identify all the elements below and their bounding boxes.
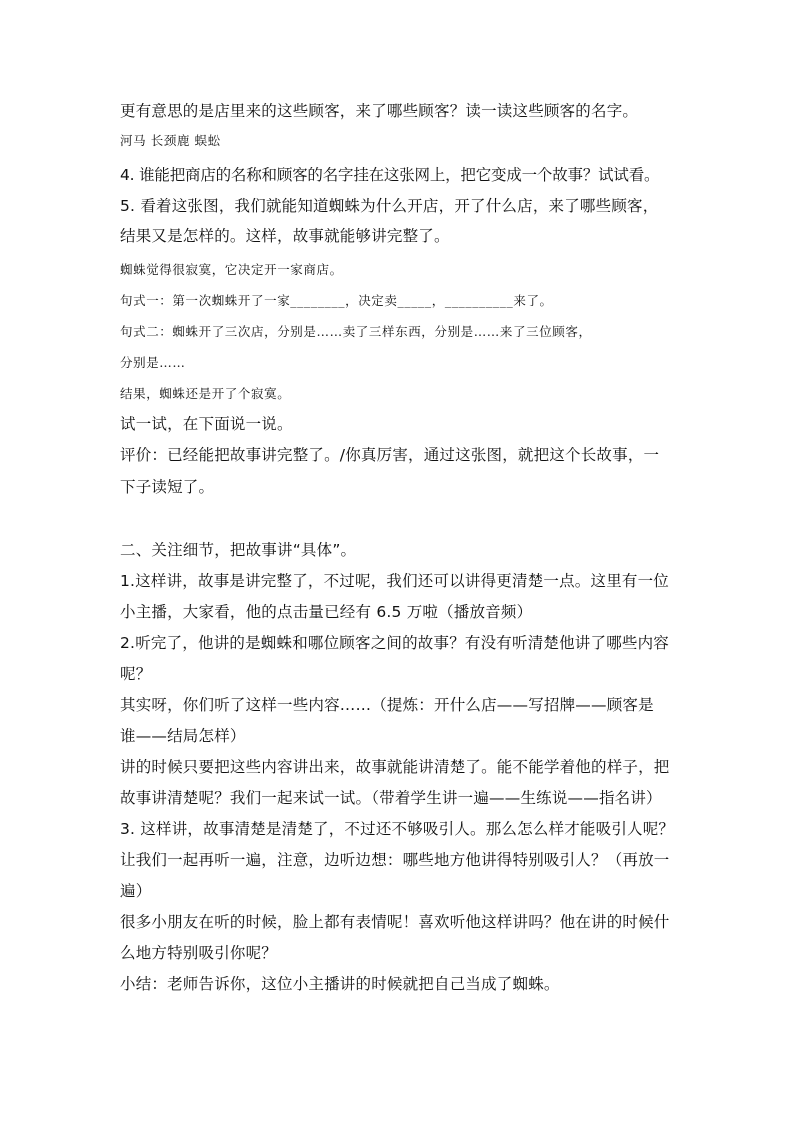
text-line: 其实呀，你们听了这样一些内容……（提炼：开什么店——写招牌——顾客是 [120, 696, 654, 714]
text-line: 么地方特别吸引你呢？ [120, 944, 278, 962]
text-line: 很多小朋友在听的时候，脸上都有表情呢！喜欢听他这样讲吗？他在讲的时候什 [120, 913, 670, 931]
text-line: 句式一：第一次蜘蛛开了一家________，决定卖_____，__________来了。 [120, 293, 553, 308]
text-line: 试一试，在下面说一说。 [120, 415, 293, 433]
text-line: 呢？ [120, 665, 152, 683]
text-line: 5. 看着这张图，我们就能知道蜘蛛为什么开店，开了什么店，来了哪些顾客， [120, 197, 659, 215]
text-line: 下子读短了。 [120, 478, 215, 496]
text-line: 3. 这样讲，故事清楚是清楚了，不过还不够吸引人。那么怎么样才能吸引人呢？ [120, 820, 675, 838]
text-line: 小主播，大家看，他的点击量已经有 6.5 万啦（播放音频） [120, 603, 533, 621]
text-line: 分别是…… [120, 355, 186, 370]
text-line: 结果，蜘蛛还是开了个寂寞。 [120, 386, 291, 401]
text-line: 讲的时候只要把这些内容讲出来，故事就能讲清楚了。能不能学着他的样子，把 [120, 758, 670, 776]
text-line: 故事讲清楚呢？我们一起来试一试。（带着学生讲一遍——生练说——指名讲） [120, 789, 662, 807]
text-line: 蜘蛛觉得很寂寞，它决定开一家商店。 [120, 262, 343, 277]
text-line: 让我们一起再听一遍，注意，边听边想：哪些地方他讲得特别吸引人？（再放一 [120, 851, 670, 869]
text-line: 结果又是怎样的。这样，故事就能够讲完整了。 [120, 227, 450, 245]
text-line: 谁——结局怎样） [120, 727, 246, 745]
text-line: 更有意思的是店里来的这些顾客，来了哪些顾客？读一读这些顾客的名字。 [120, 102, 639, 120]
text-line: 河马 长颈鹿 蜈蚣 [120, 133, 221, 148]
text-line: 1.这样讲，故事是讲完整了，不过呢，我们还可以讲得更清楚一点。这里有一位 [120, 572, 669, 590]
text-line: 小结：老师告诉你，这位小主播讲的时候就把自己当成了蜘蛛。 [120, 975, 560, 993]
text-line: 评价：已经能把故事讲完整了。/你真厉害，通过这张图，就把这个长故事，一 [120, 446, 660, 464]
text-line: 遍） [120, 882, 152, 900]
text-line: 2.听完了，他讲的是蜘蛛和哪位顾客之间的故事？有没有听清楚他讲了哪些内容 [120, 634, 669, 652]
text-line: 4. 谁能把商店的名称和顾客的名字挂在这张网上，把它变成一个故事？试试看。 [120, 166, 660, 184]
text-line: 句式二：蜘蛛开了三次店，分别是……卖了三样东西，分别是……来了三位顾客， [120, 324, 592, 339]
section-heading: 二、关注细节，把故事讲“具体”。 [120, 541, 357, 559]
